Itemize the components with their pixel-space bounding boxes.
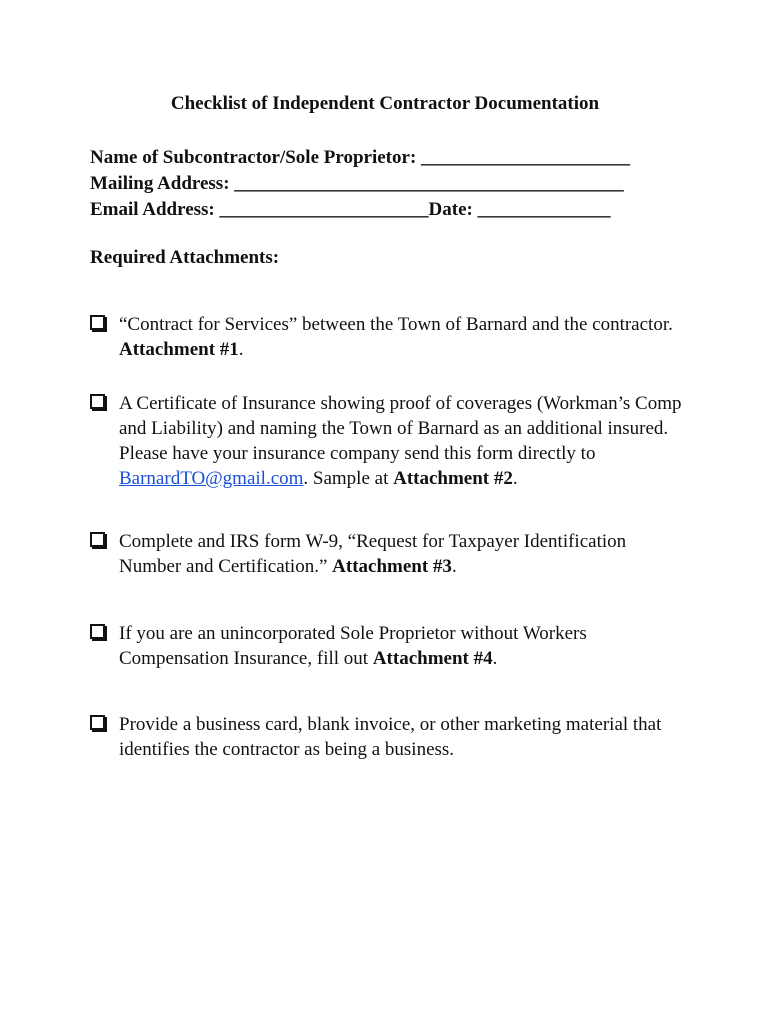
email-date-row [90,197,710,223]
checklist-item-insurance [90,391,690,491]
name-field: Name of Subcontractor/Sole Proprietor: ______________________ [90,147,631,168]
email-link[interactable]: BarnardTO@gmail.com [119,468,304,489]
item-text: “Contract for Services” between the Town of Barnard and the contractor. Attachment #1. [119,314,673,360]
checkbox-icon[interactable] [90,624,105,639]
checklist-item-sole-proprietor [90,621,690,671]
attachment-label: Attachment #2 [393,468,513,489]
checkbox-icon[interactable] [90,394,105,409]
item-text: If you are an unincorporated Sole Proprietor without Workers Compensation Insurance, fill out Attachment #4. [119,623,587,669]
item-text: A Certificate of Insurance showing proof of coverages (Workman’s Comp and Liability) and naming the Town of Barnard as an additional insured. Please have your insurance company send this form directly to BarnardTO@gmail.com. Sample at Attachment #2. [119,393,682,489]
checklist-item-w9 [90,529,690,579]
page-title: Checklist of Independent Contractor Documentation [170,93,600,114]
checkbox-icon[interactable] [90,315,105,330]
attachment-label: Attachment #1 [119,339,239,360]
checkbox-icon[interactable] [90,715,105,730]
checkbox-icon[interactable] [90,532,105,547]
contractor-fields [90,145,710,223]
required-attachments-heading: Required Attachments: [90,247,280,268]
attachment-label: Attachment #3 [332,556,452,577]
item-text: Provide a business card, blank invoice, or other marketing material that identifies the contractor as being a business. [119,714,662,760]
date-field: Date: ______________ [428,199,611,220]
mailing-address-field: Mailing Address: _________________________________________ [90,173,624,194]
checklist-item-contract [90,312,690,362]
checklist-item-business-proof [90,712,690,762]
email-field: Email Address: ______________________ [90,199,429,220]
attachment-label: Attachment #4 [372,648,493,669]
item-text: Complete and IRS form W-9, “Request for Taxpayer Identification Number and Certification.” Attachment #3. [119,531,627,577]
